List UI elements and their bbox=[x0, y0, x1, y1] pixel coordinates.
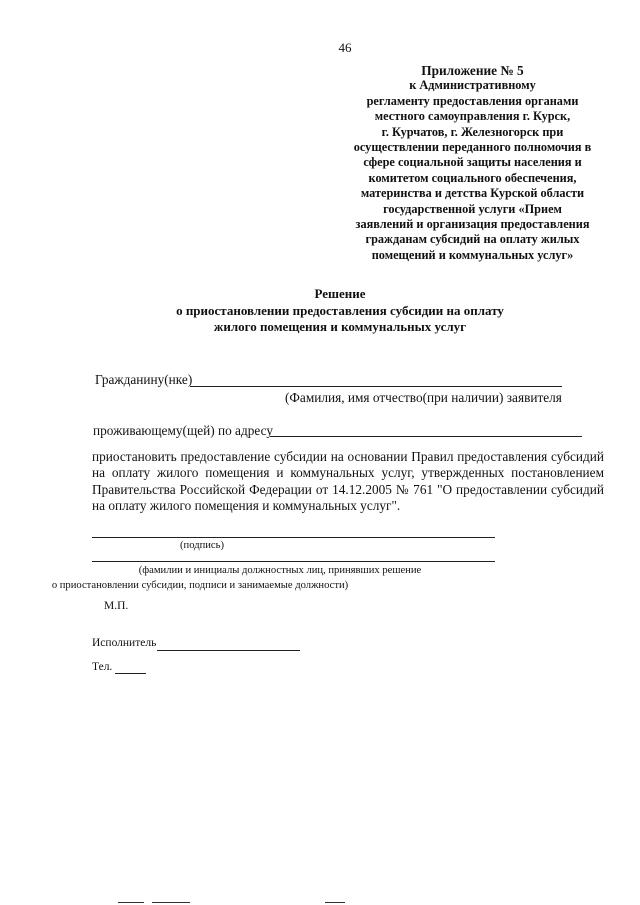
executor-label: Исполнитель bbox=[92, 637, 157, 649]
appendix-line: материнства и детства Курской области bbox=[360, 186, 585, 201]
decision-subtitle-line: жилого помещения и коммунальных услуг bbox=[213, 318, 467, 334]
appendix-line: местного самоуправления г. Курск, bbox=[374, 109, 571, 124]
signature-hint: (подпись) bbox=[180, 540, 224, 551]
officials-field-line[interactable] bbox=[92, 561, 495, 562]
scan-artifact-mark bbox=[325, 902, 345, 903]
appendix-line: к Административному bbox=[409, 78, 536, 93]
body-text-line: Правительства Российской Федерации от 14.12.2005 № 761 "О предоставлении субсидий bbox=[92, 481, 604, 497]
citizen-name-hint: (Фамилия, имя отчество(при наличии) заявителя bbox=[285, 390, 562, 405]
appendix-line: гражданам субсидий на оплату жилых bbox=[365, 232, 580, 247]
stamp-label: М.П. bbox=[104, 600, 129, 612]
officials-hint-line: (фамилии и инициалы должностных лиц, принявших решение bbox=[138, 565, 422, 576]
appendix-line: комитетом социального обеспечения, bbox=[368, 170, 577, 185]
officials-hint bbox=[51, 564, 470, 593]
decision-body-text bbox=[92, 449, 604, 515]
decision-subtitle-line: о приостановлении предоставления субсидии на оплату bbox=[176, 303, 504, 318]
body-text-line: на оплату жилого помещения и коммунальных услуг". bbox=[92, 498, 401, 514]
appendix-line: заявлений и организация предоставления bbox=[355, 217, 590, 232]
citizen-name-field-line[interactable] bbox=[190, 386, 562, 387]
appendix-header bbox=[330, 63, 615, 263]
decision-title: Решение bbox=[314, 286, 366, 301]
page-number: 46 bbox=[338, 40, 352, 55]
executor-field-line[interactable] bbox=[157, 650, 300, 651]
body-text-line: приостановить предоставление субсидии на основании Правил предоставления субсидий bbox=[92, 449, 604, 464]
appendix-line: осуществлении переданного полномочия в bbox=[353, 140, 592, 155]
appendix-line: регламенту предоставления органами bbox=[366, 93, 579, 108]
decision-subtitle bbox=[100, 303, 580, 334]
appendix-line: г. Курчатов, г. Железногорск при bbox=[381, 124, 564, 139]
body-text-line: на оплату жилого помещения и коммунальных услуг, утвержденных постановлением bbox=[92, 465, 604, 481]
officials-hint-line: о приостановлении субсидии, подписи и занимаемые должности) bbox=[51, 579, 349, 591]
appendix-line: государственной услуги «Прием bbox=[383, 201, 562, 216]
address-field-line[interactable] bbox=[270, 436, 582, 437]
scan-artifact-mark bbox=[118, 902, 144, 903]
phone-label: Тел. bbox=[92, 661, 113, 673]
appendix-line: помещений и коммунальных услуг» bbox=[371, 247, 574, 262]
address-label: проживающему(щей) по адресу bbox=[93, 423, 273, 438]
citizen-label: Гражданину(нке) bbox=[95, 372, 193, 387]
signature-field-line[interactable] bbox=[92, 537, 495, 538]
phone-field-line[interactable] bbox=[115, 673, 146, 674]
appendix-line: сфере социальной защиты населения и bbox=[363, 155, 582, 170]
scan-artifact-mark bbox=[152, 902, 190, 903]
appendix-line: Приложение № 5 bbox=[421, 63, 524, 78]
